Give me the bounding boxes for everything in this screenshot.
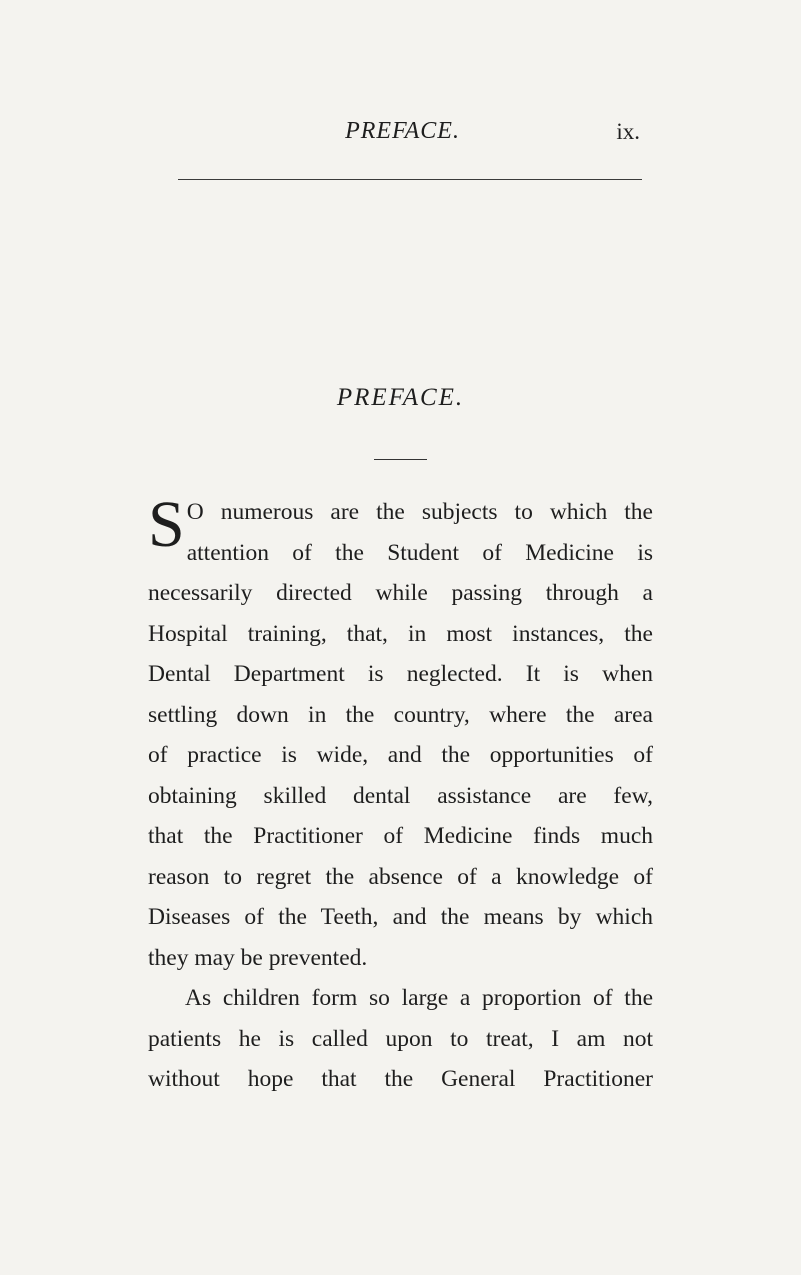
running-head <box>155 118 650 152</box>
text-line: without hope that the General Practitioner <box>148 1066 653 1092</box>
text-line: O numerous are the subjects to which the <box>186 499 653 525</box>
running-title: PREFACE. <box>345 118 460 144</box>
text-line: reason to regret the absence of a knowledge of <box>148 863 653 890</box>
text-line: that the Practitioner of Medicine finds much <box>148 823 653 849</box>
text-line: of practice is wide, and the opportunities of <box>148 742 653 768</box>
title-rule <box>374 459 427 460</box>
text-line: settling down in the country, where the area <box>148 701 653 728</box>
page-number: ix. <box>616 119 640 144</box>
drop-cap: S <box>148 488 185 561</box>
text-line: they may be prevented. <box>148 944 368 971</box>
text-line: Dental Department is neglected. It is when <box>148 661 653 687</box>
chapter-title: PREFACE. <box>336 384 465 411</box>
text-line: As children form so large a proportion of the <box>185 985 653 1011</box>
text-line: Diseases of the Teeth, and the means by which <box>148 904 653 930</box>
header-rule <box>178 179 642 180</box>
text-line: attention of the Student of Medicine is <box>186 539 653 566</box>
text-line: necessarily directed while passing through a <box>148 580 653 606</box>
body-text <box>148 488 653 1100</box>
text-line: Hospital training, that, in most instances, the <box>148 620 653 647</box>
text-line: obtaining skilled dental assistance are few, <box>148 782 653 809</box>
text-line: patients he is called upon to treat, I am not <box>148 1025 653 1052</box>
